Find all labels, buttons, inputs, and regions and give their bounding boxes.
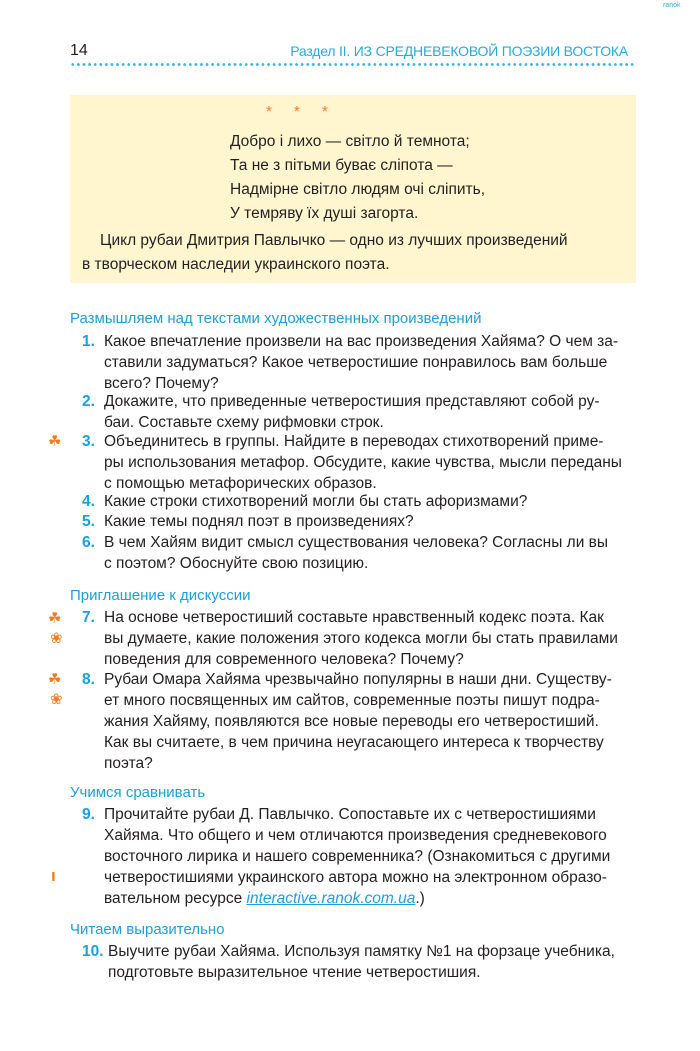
question-number: 4. (82, 493, 95, 510)
question-line: подготовьте выразительное чтение четверостишия. (108, 964, 481, 981)
group-work-icon: ☘ (48, 671, 62, 688)
poem-stars: * * * (266, 103, 337, 120)
question-line: Какие темы поднял поэт в произведениях? (104, 513, 414, 530)
question-1 (82, 331, 636, 394)
question-line: Выучите рубаи Хайяма. Используя памятку №1 на форзаце учебника, (108, 943, 615, 960)
question-line: с поэтом? Обоснуйте свою позицию. (104, 555, 369, 572)
question-number: 9. (82, 806, 95, 823)
question-5 (82, 511, 636, 532)
question-line: ет много посвященных им сайтов, современные поэты пишут подра- (104, 692, 600, 709)
question-line: поведения для современного человека? Почему? (104, 651, 464, 668)
question-text: .) (415, 890, 425, 907)
question-line: ставили задуматься? Какое четверостишие понравилось вам больше (104, 354, 608, 371)
question-line: всего? Почему? (104, 375, 219, 392)
question-line: баи. Составьте схему рифмовки строк. (104, 414, 384, 431)
question-line: Хайяма. Что общего и чем отличаются произведения средневекового (104, 827, 607, 844)
internet-icon: ı (51, 866, 56, 885)
poem (230, 130, 485, 226)
section-title: Учимся сравнивать (70, 784, 206, 801)
poem-note (82, 229, 624, 277)
question-10 (82, 941, 636, 983)
question-number: 1. (82, 333, 95, 350)
group-work-icon: ☘ (48, 433, 62, 450)
poem-note-line: в творческом наследии украинского поэта. (82, 256, 390, 273)
section-title: Размышляем над текстами художественных произведений (70, 310, 482, 327)
question-line: Рубаи Омара Хайяма чрезвычайно популярны в наши дни. Существу- (104, 671, 612, 688)
question-line: жания Хайяму, появляются все новые переводы его четверостиший. (104, 713, 599, 730)
poem-line: Та не з пітьми буває сліпота — (230, 157, 453, 174)
question-7 (82, 607, 636, 670)
poem-line: У темряву їх душі загорта. (230, 205, 419, 222)
poem-line: Надмірне світло людям очі сліпить, (230, 181, 486, 198)
question-6 (82, 532, 636, 574)
question-line-last (104, 888, 636, 909)
question-number: 10. (82, 943, 104, 960)
question-line: вы думаете, какие положения этого кодекса могли бы стать правилами (104, 630, 618, 647)
question-number: 7. (82, 609, 95, 626)
question-3 (82, 431, 636, 494)
resource-link[interactable]: interactive.ranok.com.ua (246, 890, 416, 907)
poem-line: Добро і лихо — світло й темнота; (230, 133, 470, 150)
question-number: 8. (82, 671, 95, 688)
question-2 (82, 391, 636, 433)
question-line: восточного лирика и нашего современника? (Ознакомиться с другими (104, 848, 611, 865)
question-8 (82, 669, 636, 774)
question-number: 3. (82, 433, 95, 450)
question-line: В чем Хайям видит смысл существования человека? Согласны ли вы (104, 534, 609, 551)
running-title: Раздел II. ИЗ СРЕДНЕВЕКОВОЙ ПОЭЗИИ ВОСТОКА (290, 43, 628, 59)
question-line: ры использования метафор. Обсудите, какие чувства, мысли переданы (104, 454, 622, 471)
poem-note-line: Цикл рубаи Дмитрия Павлычко — одно из лучших произведений (100, 232, 568, 249)
section-title: Приглашение к дискуссии (70, 587, 251, 604)
discussion-icon: ❀ (50, 691, 63, 708)
question-number: 6. (82, 534, 95, 551)
question-line: На основе четверостиший составьте нравственный кодекс поэта. Как (104, 609, 604, 626)
question-number: 5. (82, 513, 95, 530)
question-line: Объединитесь в группы. Найдите в переводах стихотворений приме- (104, 433, 604, 450)
question-line: Прочитайте рубаи Д. Павлычко. Сопоставьте их с четверостишиями (104, 806, 596, 823)
question-9 (82, 804, 636, 909)
group-work-icon: ☘ (48, 610, 62, 627)
question-line: Какие строки стихотворений могли бы стать афоризмами? (104, 493, 528, 510)
corner-mark: ranok (663, 2, 681, 9)
question-line: Как вы считаете, в чем причина неугасающего интереса к творчеству (104, 734, 604, 751)
question-line: с помощью метафорических образов. (104, 475, 377, 492)
section-title: Читаем выразительно (70, 921, 225, 938)
question-number: 2. (82, 393, 95, 410)
page-number: 14 (70, 42, 88, 59)
question-line: Докажите, что приведенные четверостишия представляют собой ру- (104, 393, 600, 410)
question-line: поэта? (104, 755, 153, 772)
question-4 (82, 491, 636, 512)
question-text: вательном ресурсе (104, 890, 247, 907)
question-line: Какое впечатление произвели на вас произведения Хайяма? О чем за- (104, 333, 619, 350)
question-line: четверостишиями украинского автора можно на электронном образо- (104, 869, 607, 886)
discussion-icon: ❀ (50, 630, 63, 647)
header-dotted-rule (70, 62, 636, 72)
